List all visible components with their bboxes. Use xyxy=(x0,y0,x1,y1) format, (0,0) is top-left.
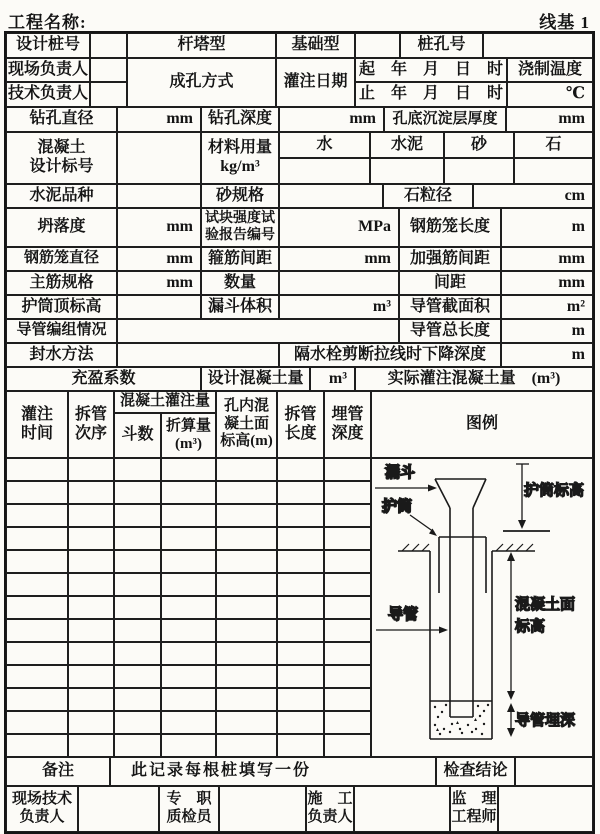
pour-cell xyxy=(277,504,324,527)
strength-report-label: 试块强度试 验报告编号 xyxy=(201,208,279,247)
cage-dia-label: 钢筋笼直径 xyxy=(6,247,117,271)
col-remove-order: 拆管 次序 xyxy=(68,391,114,458)
col-pour-time: 灌注 时间 xyxy=(6,391,68,458)
pour-cell xyxy=(324,458,371,481)
pour-cell xyxy=(6,734,68,757)
construction-manager-signature xyxy=(354,786,450,832)
pipe-group-value xyxy=(117,319,399,343)
pour-cell xyxy=(324,642,371,665)
casing-level-label: 护筒标高 xyxy=(524,483,585,499)
pour-cell xyxy=(68,458,114,481)
pour-cell xyxy=(277,527,324,550)
stone-size-unit: cm xyxy=(473,184,593,208)
pour-cell xyxy=(161,734,216,757)
pour-cell xyxy=(114,711,161,734)
cement-value xyxy=(370,158,444,184)
pour-cell xyxy=(161,527,216,550)
seal-method-value xyxy=(117,343,279,367)
pour-cell xyxy=(277,711,324,734)
pour-cell xyxy=(114,688,161,711)
foundation-type-value xyxy=(355,33,400,58)
pour-cell xyxy=(161,711,216,734)
sand-spec-value xyxy=(279,184,383,208)
stone-value xyxy=(514,158,593,184)
site-tech-manager-label: 现场技术 负责人 xyxy=(6,786,78,832)
pour-cell xyxy=(161,619,216,642)
pile-hole-value xyxy=(483,33,593,58)
pipe-label-group xyxy=(376,605,448,634)
site-tech-manager-signature xyxy=(78,786,159,832)
pour-cell xyxy=(114,642,161,665)
construction-manager-label: 施 工 负责人 xyxy=(306,786,354,832)
tower-type-label: 杆塔型 xyxy=(127,33,276,58)
col-pull-length: 拆管 长度 xyxy=(277,391,324,458)
pour-cell xyxy=(6,596,68,619)
hole-diameter-label: 钻孔直径 xyxy=(6,107,117,132)
pour-cell xyxy=(6,527,68,550)
pour-cell xyxy=(6,619,68,642)
supervising-engineer-signature xyxy=(498,786,593,832)
pour-cell xyxy=(324,734,371,757)
casing-label-group xyxy=(382,497,437,536)
pour-cell xyxy=(277,573,324,596)
concrete-grade-label: 混凝土 设计标号 xyxy=(6,132,117,184)
supervising-engineer-label: 监 理 工程师 xyxy=(450,786,498,832)
col-converted: 折算量 (m³) xyxy=(161,413,216,458)
casing-shape xyxy=(439,537,486,593)
pour-cell xyxy=(68,527,114,550)
pour-cell xyxy=(68,665,114,688)
pour-cell xyxy=(324,596,371,619)
pour-cell xyxy=(216,504,277,527)
hole-method-label: 成孔方式 xyxy=(127,58,276,107)
tech-manager-label: 技术负责人 xyxy=(6,82,90,107)
pour-cell xyxy=(68,573,114,596)
pipe-area-label: 导管截面积 xyxy=(399,295,501,319)
ground-hatch-left xyxy=(398,544,430,551)
cement-type-value xyxy=(117,184,201,208)
stirrup-unit: mm xyxy=(279,247,399,271)
site-manager-label: 现场负责人 xyxy=(6,58,90,82)
pour-cell xyxy=(161,550,216,573)
pour-cell xyxy=(161,504,216,527)
cage-dia-unit: mm xyxy=(117,247,201,271)
pour-cell xyxy=(324,504,371,527)
pour-temp-unit: ℃ xyxy=(507,82,593,107)
pour-cell xyxy=(68,642,114,665)
pour-cell xyxy=(216,619,277,642)
cement-type-label: 水泥品种 xyxy=(6,184,117,208)
cage-length-unit: m xyxy=(501,208,593,247)
casing-top-label: 护筒顶标高 xyxy=(6,295,117,319)
slump-unit: mm xyxy=(117,208,201,247)
spacing-label: 间距 xyxy=(399,271,501,295)
sand-value xyxy=(444,158,514,184)
seal-method-label: 封水方法 xyxy=(6,343,117,367)
pour-cell xyxy=(324,527,371,550)
casing-top-value xyxy=(117,295,201,319)
strength-bar-unit: mm xyxy=(501,247,593,271)
pour-cell xyxy=(216,458,277,481)
foundation-type-label: 基础型 xyxy=(276,33,355,58)
check-conclusion-value xyxy=(515,757,593,786)
plug-drop-unit: m xyxy=(501,343,593,367)
pour-cell xyxy=(216,596,277,619)
pour-cell xyxy=(216,527,277,550)
ground-hatch-right xyxy=(492,544,535,551)
pour-cell xyxy=(68,711,114,734)
pour-cell xyxy=(68,688,114,711)
legend-diagram-cell xyxy=(371,458,593,757)
legend-diagram xyxy=(372,459,592,756)
actual-volume-label: 实际灌注混凝土量 (m³) xyxy=(355,367,593,391)
water-value xyxy=(279,158,370,184)
pour-cell xyxy=(114,596,161,619)
pour-cell xyxy=(277,642,324,665)
remark-note: 此记录每根桩填写一份 xyxy=(110,757,436,786)
pour-cell xyxy=(68,504,114,527)
sediment-unit: mm xyxy=(506,107,593,132)
pour-cell xyxy=(324,619,371,642)
pour-cell xyxy=(216,688,277,711)
legend-header: 图例 xyxy=(371,391,593,458)
col-embed-depth: 埋管 深度 xyxy=(324,391,371,458)
pour-cell xyxy=(216,642,277,665)
pour-cell xyxy=(277,550,324,573)
pour-cell xyxy=(114,734,161,757)
pour-cell xyxy=(161,481,216,504)
pour-cell xyxy=(161,573,216,596)
pour-cell xyxy=(216,550,277,573)
qc-inspector-label: 专 职 质检员 xyxy=(159,786,219,832)
site-manager-value xyxy=(90,58,127,82)
pour-cell xyxy=(277,734,324,757)
material-usage-label: 材料用量 kg/m³ xyxy=(201,132,279,184)
pour-cell xyxy=(277,619,324,642)
pipe-length-unit: m xyxy=(501,319,593,343)
pour-cell xyxy=(216,665,277,688)
concrete-level-label-line2: 标高 xyxy=(515,619,546,635)
pour-cell xyxy=(6,504,68,527)
pour-date-end: 止 年 月 日 时 xyxy=(355,82,507,107)
pipe-group-label: 导管编组情况 xyxy=(6,319,117,343)
tech-manager-value xyxy=(90,82,127,107)
pour-cell xyxy=(324,711,371,734)
pour-cell xyxy=(114,504,161,527)
funnel-volume-unit: m³ xyxy=(279,295,399,319)
tremie-pipe-shape xyxy=(450,508,473,717)
stone-label: 石 xyxy=(514,132,593,158)
hole-diameter-unit: mm xyxy=(117,107,201,132)
slump-label: 坍落度 xyxy=(6,208,117,247)
pour-cell xyxy=(6,481,68,504)
design-pile-label: 设计桩号 xyxy=(6,33,90,58)
strength-bar-label: 加强筋间距 xyxy=(399,247,501,271)
hole-depth-unit: mm xyxy=(279,107,384,132)
design-volume-label: 设计混凝土量 xyxy=(201,367,310,391)
check-conclusion-label: 检查结论 xyxy=(436,757,515,786)
quantity-value xyxy=(279,271,399,295)
casing-arrow xyxy=(410,515,434,532)
pour-cell xyxy=(324,550,371,573)
funnel-volume-label: 漏斗体积 xyxy=(201,295,279,319)
sand-spec-label: 砂规格 xyxy=(201,184,279,208)
pour-cell xyxy=(161,596,216,619)
pour-temp-label: 浇制温度 xyxy=(507,58,593,82)
pour-cell xyxy=(68,619,114,642)
pour-cell xyxy=(6,688,68,711)
embed-depth-group xyxy=(507,703,575,737)
pour-cell xyxy=(216,573,277,596)
col-pour-amount: 混凝土灌注量 xyxy=(114,391,216,413)
pour-cell xyxy=(324,481,371,504)
pour-cell xyxy=(324,665,371,688)
cement-label: 水泥 xyxy=(370,132,444,158)
main-bar-label: 主筋规格 xyxy=(6,271,117,295)
sediment-label: 孔底沉淀层厚度 xyxy=(384,107,506,132)
pour-cell xyxy=(68,481,114,504)
fill-coefficient-label: 充盈系数 xyxy=(6,367,201,391)
pour-cell xyxy=(114,481,161,504)
pour-cell xyxy=(6,458,68,481)
water-label: 水 xyxy=(279,132,370,158)
stirrup-label: 箍筋间距 xyxy=(201,247,279,271)
concrete-level-group xyxy=(507,552,575,700)
concrete-stipple xyxy=(434,704,489,735)
hole-depth-label: 钻孔深度 xyxy=(201,107,279,132)
pour-cell xyxy=(277,458,324,481)
casing-level-group xyxy=(503,464,584,531)
sand-label: 砂 xyxy=(444,132,514,158)
pour-cell xyxy=(277,688,324,711)
main-bar-unit: mm xyxy=(117,271,201,295)
plug-drop-label: 隔水栓剪断拉线时下降深度 xyxy=(279,343,501,367)
pour-cell xyxy=(324,573,371,596)
pour-cell xyxy=(6,550,68,573)
pour-cell xyxy=(161,642,216,665)
remark-label: 备注 xyxy=(6,757,110,786)
pour-date-label: 灌注日期 xyxy=(276,58,355,107)
pour-cell xyxy=(68,734,114,757)
casing-label: 护筒 xyxy=(382,499,413,515)
pour-cell xyxy=(277,665,324,688)
pour-cell xyxy=(324,688,371,711)
pour-cell xyxy=(114,573,161,596)
stone-size-label: 石粒径 xyxy=(383,184,473,208)
pour-cell xyxy=(161,665,216,688)
design-pile-value xyxy=(90,33,127,58)
qc-inspector-signature xyxy=(219,786,306,832)
col-buckets: 斗数 xyxy=(114,413,161,458)
concrete-level-label-line1: 混凝土面 xyxy=(515,597,576,613)
pour-cell xyxy=(68,550,114,573)
pour-cell xyxy=(216,481,277,504)
pile-hole-label: 桩孔号 xyxy=(400,33,483,58)
funnel-label: 漏斗 xyxy=(385,465,416,481)
sheet-number: 线基 1 xyxy=(539,13,590,32)
pour-cell xyxy=(114,619,161,642)
design-volume-unit: m³ xyxy=(310,367,355,391)
funnel-shape xyxy=(435,479,486,508)
pour-cell xyxy=(216,711,277,734)
embed-depth-label: 导管埋深 xyxy=(515,713,576,729)
funnel-label-group xyxy=(375,463,437,492)
pour-cell xyxy=(6,642,68,665)
pour-cell xyxy=(114,550,161,573)
pipe-area-unit: m² xyxy=(501,295,593,319)
spacing-unit: mm xyxy=(501,271,593,295)
project-name-label: 工程名称: xyxy=(8,13,87,32)
pour-cell xyxy=(114,527,161,550)
pour-cell xyxy=(277,481,324,504)
cage-length-label: 钢筋笼长度 xyxy=(399,208,501,247)
pour-cell xyxy=(6,573,68,596)
pour-cell xyxy=(6,665,68,688)
pour-cell xyxy=(114,665,161,688)
strength-unit: MPa xyxy=(279,208,399,247)
quantity-label: 数量 xyxy=(201,271,279,295)
pour-date-start: 起 年 月 日 时 xyxy=(355,58,507,82)
pour-cell xyxy=(161,458,216,481)
pipe-label: 导管 xyxy=(388,607,419,623)
pour-cell xyxy=(68,596,114,619)
pour-cell xyxy=(277,596,324,619)
pipe-length-label: 导管总长度 xyxy=(399,319,501,343)
pour-cell xyxy=(6,711,68,734)
pour-cell xyxy=(216,734,277,757)
concrete-grade-value xyxy=(117,132,201,184)
pour-cell xyxy=(114,458,161,481)
col-concrete-level: 孔内混 凝土面 标高(m) xyxy=(216,391,277,458)
pour-cell xyxy=(161,688,216,711)
